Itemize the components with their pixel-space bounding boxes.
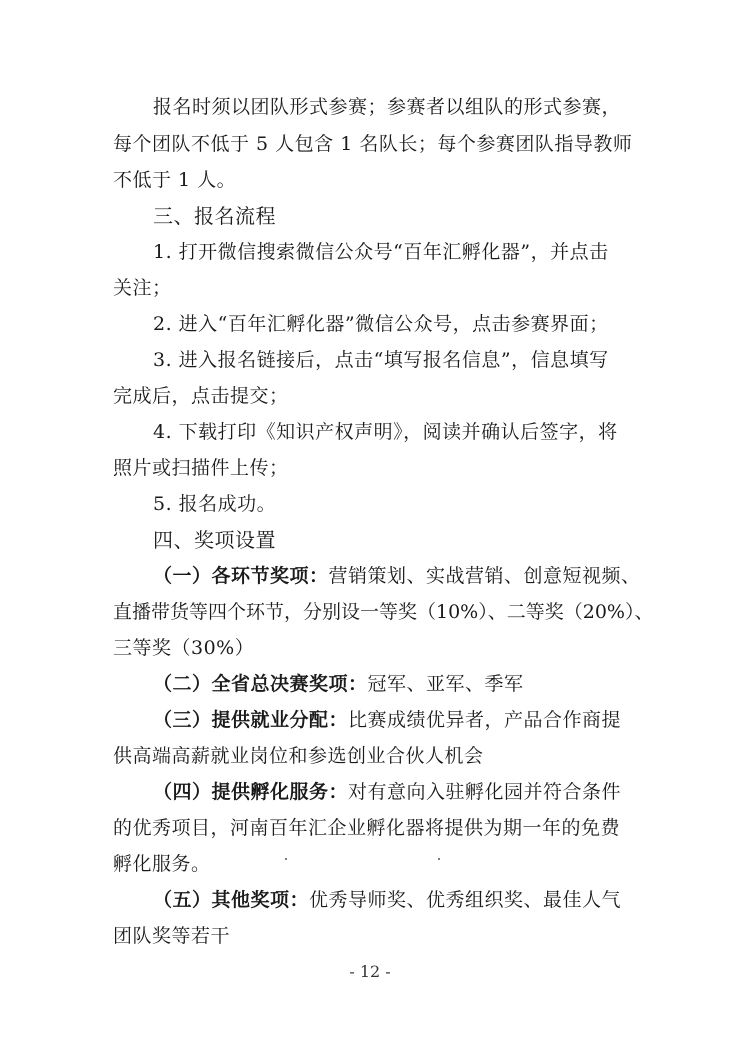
award-2-text: 冠军、亚军、季军 <box>367 673 524 695</box>
award-4-line: 的优秀项目，河南百年汇企业孵化器将提供为期一年的免费 <box>113 817 621 839</box>
award-5-line <box>153 888 621 912</box>
award-4-line: 孵化服务。 <box>113 853 211 875</box>
award-5-text: 优秀导师奖、优秀组织奖、最佳人气 <box>309 889 622 911</box>
section-heading-registration: 三、报名流程 <box>153 204 276 228</box>
award-3-text: 比赛成绩优异者，产品合作商提 <box>348 709 622 731</box>
page-number: - 12 - <box>349 962 391 981</box>
section-heading-awards: 四、奖项设置 <box>153 528 276 552</box>
award-1-line: 三等奖（30%） <box>113 637 255 659</box>
award-1-line: 直播带货等四个环节，分别设一等奖（10%）、二等奖（20%）、 <box>113 601 654 623</box>
paragraph-line: 不低于 1 人。 <box>113 169 237 191</box>
award-2-line <box>153 672 524 696</box>
award-3-label: （三）提供就业分配： <box>153 709 349 731</box>
step-1-line: 关注； <box>113 277 172 299</box>
award-4-label: （四）提供孵化服务： <box>153 781 349 803</box>
paragraph-line: 报名时须以团队形式参赛；参赛者以组队的形式参赛， <box>153 96 622 118</box>
award-5-label: （五）其他奖项： <box>153 889 310 911</box>
award-3-line <box>153 708 621 732</box>
step-3-line: 3. 进入报名链接后，点击“填写报名信息”，信息填写 <box>153 349 609 371</box>
award-1-text: 营销策划、实战营销、创意短视频、 <box>328 565 641 587</box>
award-4-text: 对有意向入驻孵化园并符合条件 <box>348 781 622 803</box>
paragraph-line: 每个团队不低于 5 人包含 1 名队长；每个参赛团队指导教师 <box>113 133 633 155</box>
award-1-label: （一）各环节奖项： <box>153 565 329 587</box>
step-3-line: 完成后，点击提交； <box>113 385 289 407</box>
step-4-line: 4. 下载打印《知识产权声明》，阅读并确认后签字，将 <box>153 421 618 443</box>
step-4-line: 照片或扫描件上传； <box>113 457 289 479</box>
step-2-line: 2. 进入“百年汇孵化器”微信公众号，点击参赛界面； <box>153 313 609 335</box>
scan-speck <box>438 858 440 860</box>
award-2-label: （二）全省总决赛奖项： <box>153 673 368 695</box>
scan-speck <box>285 858 287 860</box>
step-5-line: 5. 报名成功。 <box>153 493 277 515</box>
award-3-line: 供高端高薪就业岗位和参选创业合伙人机会 <box>113 745 484 767</box>
award-4-line <box>153 780 621 804</box>
award-5-line: 团队奖等若干 <box>113 925 231 947</box>
step-1-line: 1. 打开微信搜索微信公众号“百年汇孵化器”，并点击 <box>153 241 609 263</box>
award-1-line <box>153 564 641 588</box>
